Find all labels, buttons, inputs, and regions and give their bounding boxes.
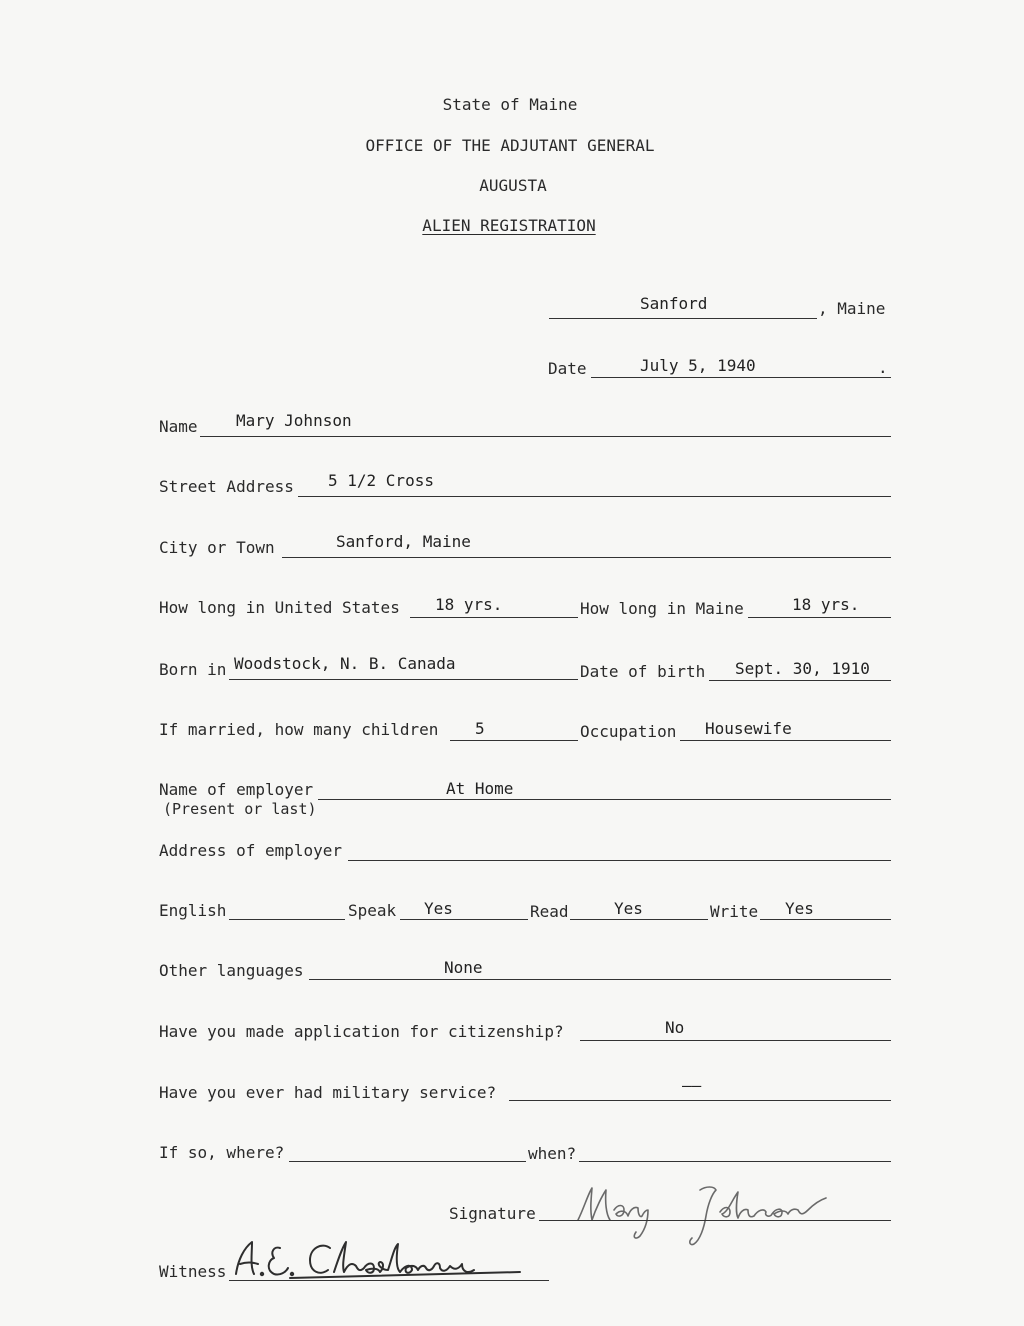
speak-value: Yes [424,899,453,918]
signature-line [539,1220,891,1221]
how-long-maine-label: How long in Maine [580,599,744,618]
children-value: 5 [475,719,485,738]
speak-line [400,919,528,920]
write-label: Write [710,902,759,921]
street-line [298,496,891,497]
read-value: Yes [614,899,643,918]
children-label: If married, how many children [159,720,439,739]
dob-value: Sept. 30, 1910 [735,659,870,678]
date-suffix: . [878,358,888,377]
city-value: Sanford, Maine [336,532,471,551]
employer-value: At Home [446,779,514,798]
born-in-value: Woodstock, N. B. Canada [234,654,456,673]
how-long-us-value: 18 yrs. [435,595,503,614]
city-label: City or Town [159,538,275,557]
other-languages-line [309,979,891,980]
read-line [570,919,708,920]
header-office: OFFICE OF THE ADJUTANT GENERAL [365,136,655,155]
employer-sublabel: (Present or last) [163,800,317,818]
when-label: when? [528,1144,577,1163]
where-line [289,1161,526,1162]
born-in-line [229,679,578,680]
dob-line [709,680,891,681]
name-label: Name [159,417,198,436]
other-languages-value: None [444,958,483,977]
when-line [579,1161,891,1162]
employer-line [318,799,891,800]
name-line [200,436,891,437]
city-line [282,557,891,558]
how-long-maine-line [748,617,891,618]
write-value: Yes [785,899,814,918]
place-line [549,318,817,319]
children-line [450,740,578,741]
witness-label: Witness [159,1262,227,1281]
how-long-maine-value: 18 yrs. [792,595,860,614]
name-value: Mary Johnson [236,411,352,430]
military-label: Have you ever had military service? [159,1083,497,1102]
header-state: State of Maine [442,95,578,114]
witness-signature-image [230,1234,530,1294]
occupation-line [680,740,891,741]
military-value: —— [682,1076,702,1095]
citizenship-value: No [665,1018,685,1037]
english-label: English [159,901,227,920]
english-line [229,919,345,920]
employer-label: Name of employer [159,780,314,799]
where-label: If so, where? [159,1143,285,1162]
how-long-us-label: How long in United States [159,598,400,617]
place-value: Sanford [640,294,708,313]
born-in-label: Born in [159,660,227,679]
employer-address-label: Address of employer [159,841,343,860]
occupation-label: Occupation [580,722,677,741]
how-long-us-line [410,617,578,618]
date-label: Date [548,359,587,378]
date-line [591,377,891,378]
street-value: 5 1/2 Cross [328,471,434,490]
occupation-value: Housewife [705,719,792,738]
speak-label: Speak [348,901,397,920]
dob-label: Date of birth [580,662,706,681]
signature-label: Signature [449,1204,536,1223]
read-label: Read [530,902,569,921]
date-value: July 5, 1940 [640,356,756,375]
other-languages-label: Other languages [159,961,304,980]
signature-image [574,1180,864,1250]
citizenship-line [580,1040,891,1041]
employer-address-line [348,860,891,861]
header-city: AUGUSTA [479,176,547,195]
form-title: ALIEN REGISTRATION [422,216,596,235]
write-line [760,919,891,920]
place-suffix: , Maine [818,299,886,318]
military-line [509,1100,891,1101]
witness-line [229,1280,549,1281]
street-label: Street Address [159,477,294,496]
citizenship-label: Have you made application for citizenship? [159,1022,564,1041]
